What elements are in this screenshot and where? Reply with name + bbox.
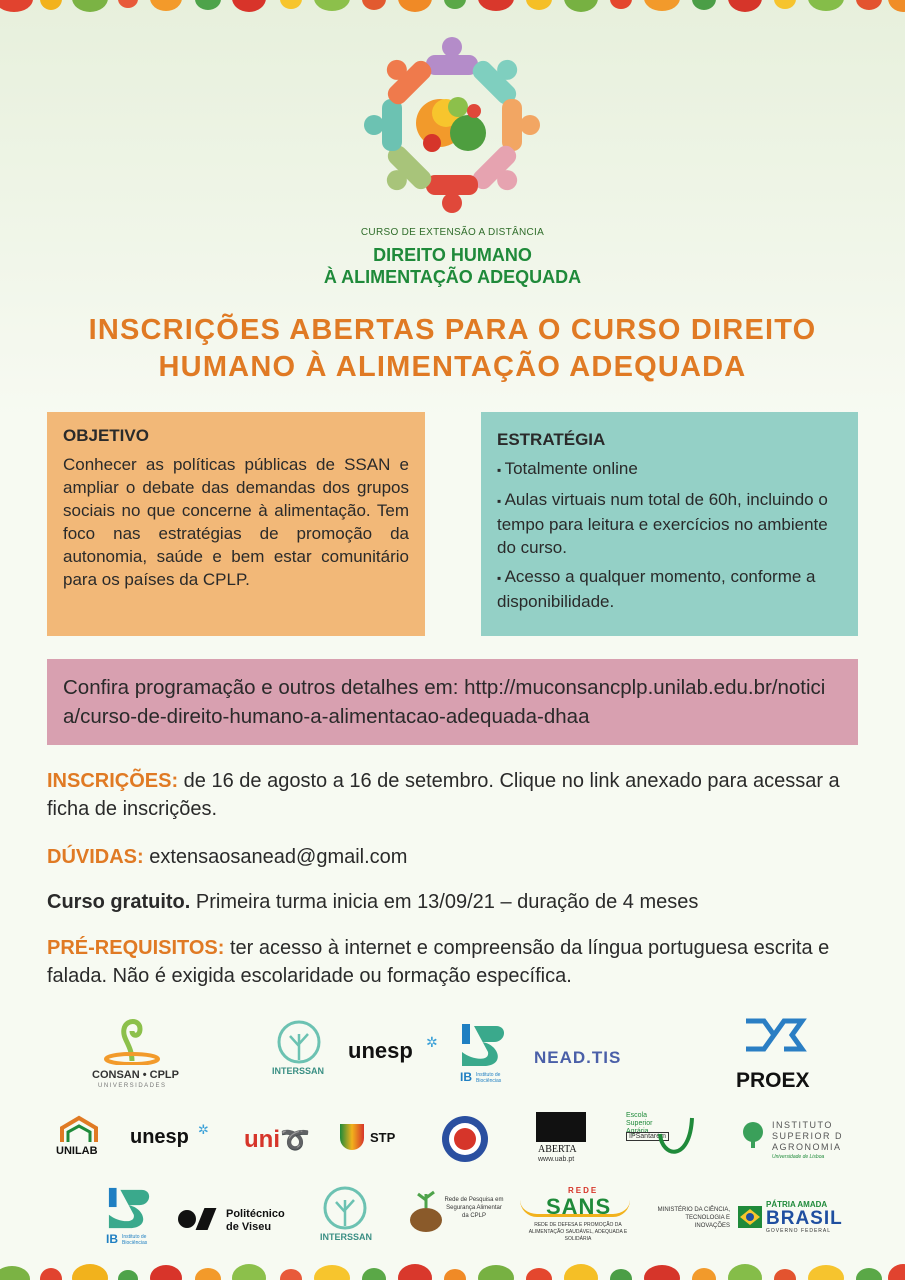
prerequisites-info (47, 934, 862, 990)
prerequisites-label: PRÉ-REQUISITOS: (47, 937, 225, 959)
ib-mark-icon (104, 1186, 154, 1230)
proex-logo: PROEX (734, 1015, 814, 1095)
decorative-top-border (0, 0, 905, 22)
free-course-text: Primeira turma inicia em 13/09/21 – duração de 4 meses (190, 891, 699, 913)
tree-icon (300, 1186, 390, 1230)
objective-text: Conhecer as políticas públicas de SSAN e ampliar o debate das demandas dos grupos sociais no que concerne à alimentação. Tem foco nas estratégias de promoção da autonomia, saúde e bem estar comunitário para os países da CPLP. (63, 455, 409, 589)
unitambuza-seal-logo (440, 1114, 490, 1164)
tree-icon (254, 1020, 344, 1064)
leaf-swoosh-icon (656, 1114, 696, 1164)
unesp-star-icon: ✲ (426, 1034, 438, 1050)
ib-logo-2: IB Instituto de Biociências (104, 1186, 164, 1250)
rede-pesquisa-cplp-logo: Rede de Pesquisa em Segurança Alimentar da CPLP (408, 1190, 508, 1242)
proex-mark-icon (734, 1015, 814, 1067)
objective-heading: OBJETIVO (63, 426, 149, 445)
stp-u-icon (340, 1124, 364, 1150)
brasil-governo-logo: PÁTRIA AMADA BRASIL GOVERNO FEDERAL (738, 1200, 848, 1236)
ib-mark-icon (458, 1022, 508, 1068)
consan-cplp-logo: CONSAN • CPLP UNIVERSIDADES (92, 1015, 172, 1095)
rede-sans-logo: REDE SANS REDE DE DEFESA E PROMOÇÃO DA ALIMENTAÇÃO SAUDÁVEL, ADEQUADA E SOLIDÁRIA (520, 1186, 640, 1248)
registration-info (47, 767, 862, 823)
unesp-logo-2: unesp ✲ (130, 1122, 209, 1148)
headline (40, 312, 865, 386)
viseu-slash-icon (196, 1208, 217, 1230)
strategy-list (497, 457, 842, 613)
program-link-box[interactable] (47, 659, 858, 745)
registration-text: de 16 de agosto a 16 de setembro. Clique no link anexado para acessar a ficha de inscrições. (47, 770, 840, 820)
uni-logo: uni ➰ (244, 1126, 310, 1154)
objective-box (47, 412, 425, 636)
course-title-line1: DIREITO HUMANO (373, 245, 532, 265)
program-link-text[interactable]: Confira programação e outros detalhes em: http://muconsancplp.unilab.edu.br/noticia/curso-de-direito-humano-a-alimentacao-adequada-dhaa (63, 676, 826, 728)
course-title-line2: À ALIMENTAÇÃO ADEQUADA (323, 267, 582, 287)
stp-logo: STP (340, 1124, 410, 1154)
headline-line1: INSCRIÇÕES ABERTAS PARA O CURSO DIREITO (88, 314, 817, 346)
course-title (0, 244, 905, 288)
unesp-star-icon: ✲ (198, 1122, 209, 1137)
registration-label: INSCRIÇÕES: (47, 770, 179, 792)
turtle-icon (408, 1190, 444, 1234)
course-subtitle: CURSO DE EXTENSÃO A DISTÂNCIA (360, 227, 545, 238)
esa-santarem-logo: Escola Superior Agrária IPSantarém (626, 1112, 706, 1164)
free-course-label: Curso gratuito. (47, 891, 191, 913)
course-logo (352, 30, 552, 220)
strategy-item: ▪ Totalmente online (497, 457, 842, 482)
ib-logo: IB Instituto de Biociências (458, 1022, 518, 1088)
aberta-block-icon (536, 1112, 586, 1142)
viseu-dot-icon (178, 1210, 196, 1228)
free-course-info (47, 888, 862, 916)
questions-info (47, 843, 862, 871)
unilab-logo: UNILAB (54, 1114, 114, 1162)
strategy-box (481, 412, 858, 636)
plant-icon (738, 1120, 768, 1150)
mctic-logo: MINISTÉRIO DA CIÊNCIA, TECNOLOGIA E INOVAÇÕES (657, 1207, 730, 1229)
sprout-icon (92, 1015, 172, 1065)
strategy-item: ▪ Aulas virtuais num total de 60h, incluindo o tempo para leitura e exercícios no ambiente do curso. (497, 488, 842, 559)
unesp-logo: unesp ✲ (348, 1034, 438, 1063)
questions-label: DÚVIDAS: (47, 846, 144, 868)
unilab-mark-icon (54, 1114, 104, 1144)
headline-line2: HUMANO À ALIMENTAÇÃO ADEQUADA (158, 351, 747, 383)
strategy-item: ▪ Acesso a qualquer momento, conforme a disponibilidade. (497, 565, 842, 613)
strategy-heading: ESTRATÉGIA (497, 430, 606, 449)
interssan-logo-2: INTERSSAN (300, 1186, 390, 1250)
prerequisites-text: ter acesso à internet e compreensão da língua portuguesa escrita e falada. Não é exigida escolaridade ou formação específica. (47, 937, 830, 987)
politecnico-viseu-logo: Politécnico de Viseu (178, 1206, 298, 1236)
uni-swirl-icon: ➰ (280, 1127, 310, 1154)
instituto-superior-agronomia-logo: INSTITUTO SUPERIOR D AGRONOMIA Universidade de Lisboa (738, 1120, 848, 1168)
contact-email[interactable]: extensaosanead@gmail.com (143, 846, 408, 868)
interssan-logo: INTERSSAN (254, 1020, 344, 1090)
decorative-bottom-border (0, 1258, 905, 1280)
brazil-flag-icon (738, 1206, 762, 1228)
nead-tis-logo: NEAD.TIS (534, 1048, 622, 1067)
universidade-aberta-logo: ABERTA www.uab.pt (536, 1112, 596, 1166)
university-seal-icon (440, 1114, 490, 1164)
sans-arc-icon (520, 1200, 630, 1217)
